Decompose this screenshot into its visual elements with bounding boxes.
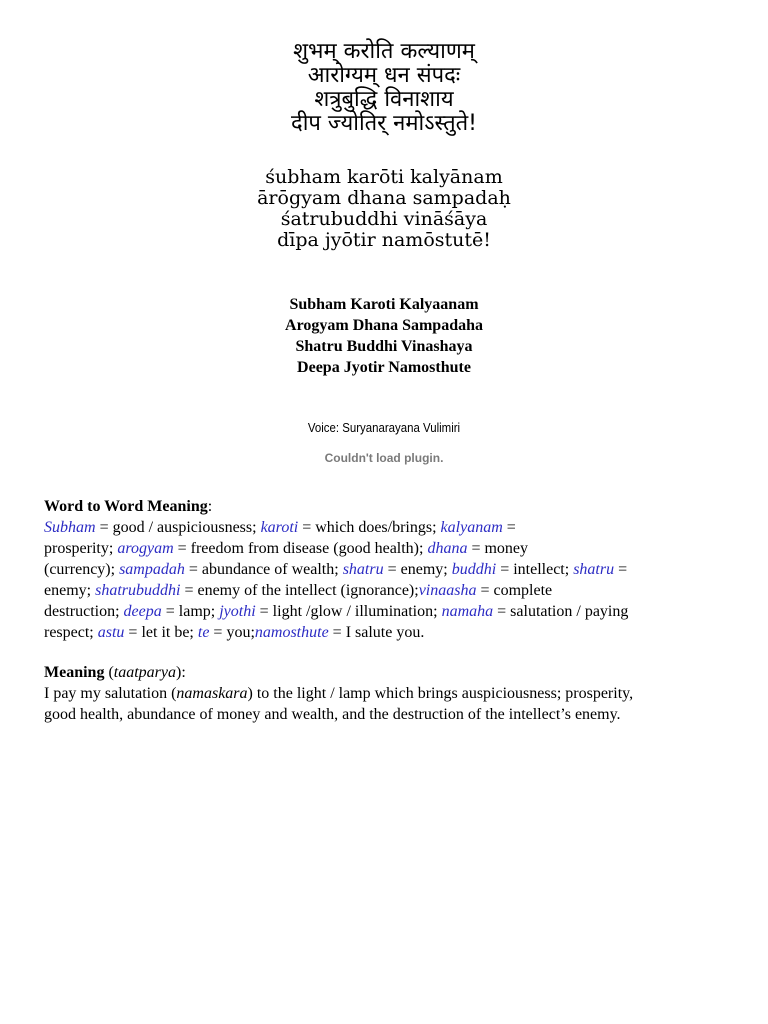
definition-text: good health, abundance of money and wealth, and the destruction of the intellect’s enemy. — [44, 706, 621, 723]
definition-text: ) to the light / lamp which brings auspiciousness; prosperity, — [247, 685, 634, 702]
sanskrit-term: arogyam — [117, 540, 174, 557]
transliteration-line-2: ārōgyam dhana sampadaḥ — [257, 187, 511, 209]
romanized-line-3: Shatru Buddhi Vinashaya — [295, 338, 473, 355]
text-line — [44, 517, 724, 538]
sanskrit-term: te — [197, 624, 210, 641]
text-line — [44, 538, 724, 559]
definition-text: I pay my salutation ( — [44, 685, 177, 702]
text-line — [44, 704, 724, 725]
sanskrit-term: Subham — [44, 519, 96, 536]
sanskrit-term: kalyanam — [440, 519, 503, 536]
transliteration-line-1: śubham karōti kalyānam — [265, 166, 503, 188]
text-line — [44, 683, 724, 704]
devanagari-line-2: आरोग्यम् धन संपदः — [307, 63, 461, 88]
definition-text: = money — [467, 540, 529, 557]
devanagari-line-4: दीप ज्योतिर् नमोऽस्तुते! — [291, 111, 477, 136]
text-line — [44, 622, 724, 643]
devanagari-line-1: शुभम् करोति कल्याणम् — [293, 39, 475, 64]
text-line — [44, 580, 724, 601]
definition-text: = light /glow / illumination; — [255, 603, 442, 620]
definition-text: = let it be; — [124, 624, 198, 641]
meaning-heading-close: ): — [176, 664, 186, 681]
word-meaning-section — [44, 496, 724, 643]
definition-text: = — [502, 519, 516, 536]
text-line — [44, 559, 724, 580]
meaning-heading-open: ( — [104, 664, 114, 681]
sanskrit-term: deepa — [123, 603, 162, 620]
voice-credit: Voice: Suryanarayana Vulimiri — [307, 420, 461, 435]
romanized-verse — [0, 294, 768, 378]
transliterated-verse — [0, 167, 768, 251]
definition-text: = you; — [209, 624, 255, 641]
devanagari-line-3: शत्रुबुद्धि विनाशाय — [314, 87, 454, 112]
sanskrit-term: namaha — [441, 603, 494, 620]
definition-text: prosperity; — [44, 540, 118, 557]
sanskrit-term: astu — [97, 624, 125, 641]
definition-text: = intellect; — [496, 561, 574, 578]
word-meaning-heading-line — [44, 496, 724, 517]
definition-text: = freedom from disease (good health); — [173, 540, 428, 557]
romanized-line-4: Deepa Jyotir Namosthute — [297, 359, 471, 376]
definition-text: destruction; — [44, 603, 124, 620]
transliteration-line-3: śatrubuddhi vināśāya — [280, 208, 488, 230]
text-line — [44, 601, 724, 622]
transliteration-line-4: dīpa jyōtir namōstutē! — [277, 229, 491, 251]
sanskrit-term: shatru — [342, 561, 384, 578]
sanskrit-term: dhana — [427, 540, 468, 557]
definition-text: = which does/brings; — [298, 519, 441, 536]
sanskrit-term: namosthute — [254, 624, 329, 641]
sanskrit-term: buddhi — [451, 561, 497, 578]
definition-text: enemy; — [44, 582, 96, 599]
definition-text: = — [614, 561, 628, 578]
definition-text: = abundance of wealth; — [184, 561, 343, 578]
definition-text: = enemy of the intellect (ignorance); — [180, 582, 419, 599]
definition-text: = salutation / paying — [493, 603, 629, 620]
romanized-line-2: Arogyam Dhana Sampadaha — [285, 317, 483, 334]
meaning-heading-line — [44, 662, 724, 683]
definition-text: (currency); — [44, 561, 120, 578]
definition-text: = enemy; — [383, 561, 452, 578]
sanskrit-term: vinaasha — [418, 582, 477, 599]
word-meaning-heading-colon: : — [207, 498, 213, 515]
sanskrit-word: namaskara — [176, 685, 248, 702]
sanskrit-term: jyothi — [219, 603, 256, 620]
definition-text: = I salute you. — [328, 624, 425, 641]
word-meaning-heading: Word to Word Meaning — [44, 498, 208, 515]
definition-text: = lamp; — [161, 603, 220, 620]
meaning-section — [44, 662, 724, 725]
definition-text: = good / auspiciousness; — [95, 519, 261, 536]
plugin-error-message[interactable]: Couldn't load plugin. — [324, 451, 444, 465]
sanskrit-term: sampadah — [119, 561, 185, 578]
romanized-line-1: Subham Karoti Kalyaanam — [289, 296, 479, 313]
devanagari-verse — [0, 40, 768, 136]
sanskrit-term: shatru — [573, 561, 615, 578]
definition-text: respect; — [44, 624, 98, 641]
meaning-heading-term: taatparya — [113, 664, 176, 681]
meaning-body — [44, 683, 724, 725]
word-meaning-body — [44, 517, 724, 643]
sanskrit-term: karoti — [260, 519, 299, 536]
sanskrit-term: shatrubuddhi — [95, 582, 181, 599]
definition-text: = complete — [476, 582, 553, 599]
meaning-heading: Meaning — [44, 664, 105, 681]
